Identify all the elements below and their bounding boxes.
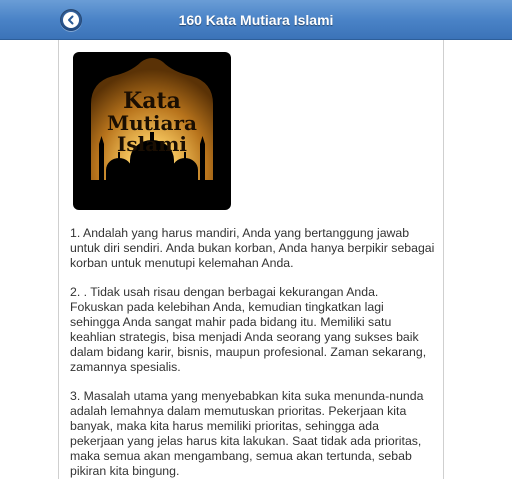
page-title: 160 Kata Mutiara Islami — [178, 12, 334, 28]
banner-line3: Islami — [117, 132, 187, 156]
quote-item: 3. Masalah utama yang menyebabkan kita suka menunda-nunda adalah lemahnya dalam memutuskan prioritas. Pekerjaan kita banyak, maka kita harus memiliki prioritas, sehingga ada pekerjaan yang jelas harus kita lakukan. Saat tidak ada prioritas, maka semua akan mengambang, semua akan tertunda, sebab pikiran kita bingung. — [70, 389, 424, 478]
quote-item: 2. . Tidak usah risau dengan berbagai kekurangan Anda. Fokuskan pada kelebihan Anda, kemudian tingkatkan lagi sehingga Anda sangat mahir pada bidang itu. Memiliki satu keahlian strategis, bisa menjadi Anda seorang yang sukses baik dalam bidang karir, bisnis, maupun profesional. Zaman sekarang, zamannya spesialis. — [70, 285, 427, 374]
content-page — [58, 40, 444, 479]
quote-item: 1. Andalah yang harus mandiri, Anda yang bertanggung jawab untuk diri sendiri. Anda bukan korban, Anda hanya berpikir sebagai korban untuk menutupi kelemahan Anda. — [70, 226, 435, 270]
banner-line2: Mutiara — [107, 111, 197, 135]
app-banner-image — [73, 52, 231, 210]
quote-list — [70, 226, 435, 479]
app-header — [0, 0, 512, 40]
banner-line1: Kata — [123, 88, 181, 114]
